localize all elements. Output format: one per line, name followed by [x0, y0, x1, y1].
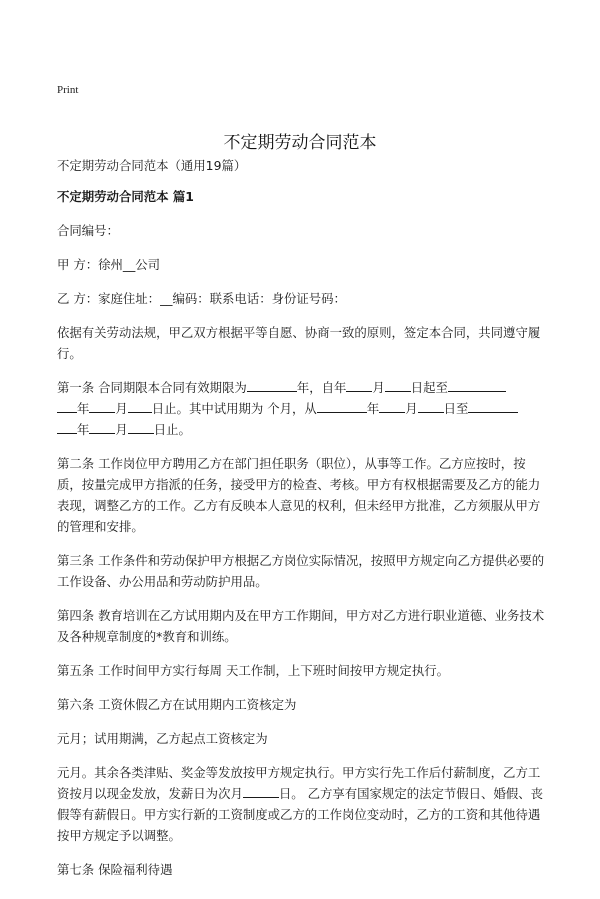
article-6: 第六条 工资休假乙方在试用期内工资核定为 [57, 697, 297, 712]
article-6-wages [57, 762, 548, 846]
article-1-part: 日止。其中试用期为 个月，从 [151, 401, 317, 416]
page-title: 不定期劳动合同范本 [223, 133, 377, 154]
article-1-part: 月 [115, 422, 128, 437]
blank-field [57, 421, 77, 434]
article-1-part: 日止。 [153, 422, 191, 437]
article-5: 第五条 工作时间甲方实行每周 天工作制，上下班时间按甲方规定执行。 [57, 663, 449, 678]
blank-field [57, 400, 77, 413]
blank-field [243, 785, 279, 798]
article-1-part: 月 [405, 401, 418, 416]
blank-field [89, 421, 115, 434]
article-7: 第七条 保险福利待遇 [57, 862, 173, 877]
blank-field [468, 400, 518, 413]
article-1-part: 日起至 [410, 380, 448, 395]
contract-number: 合同编号： [57, 223, 119, 238]
article-1-part: 年 [77, 422, 90, 437]
blank-field [128, 400, 152, 413]
party-a: 甲 方：徐州__公司 [57, 257, 161, 272]
article-1-part: 日至 [443, 401, 469, 416]
article-6-trial: 元月；试用期满，乙方起点工资核定为 [57, 731, 268, 746]
blank-field [379, 400, 405, 413]
article-6-part: 日。 乙方享有国家规定的法定节假日、婚假、丧假等有薪假日。甲方实行新的工资制度或乙方的工作岗位变动时，乙方的工资和其他待遇按甲方规定予以调整。 [57, 786, 544, 843]
article-3: 第三条 工作条件和劳动保护甲方根据乙方岗位实际情况，按照甲方规定向乙方提供必要的工作设备、办公用品和劳动防护用品。 [57, 553, 545, 589]
blank-field [418, 400, 444, 413]
article-1-part: 年 [366, 401, 380, 416]
blank-field [346, 379, 372, 392]
blank-field [247, 379, 297, 392]
article-1 [57, 377, 548, 440]
article-4: 第四条 教育培训在乙方试用期内及在甲方工作期间，甲方对乙方进行职业道德、业务技术及各种规章制度的*教育和训练。 [57, 608, 545, 644]
blank-field [317, 400, 367, 413]
article-2: 第二条 工作岗位甲方聘用乙方在部门担任职务（职位），从事等工作。乙方应按时，按质，按量完成甲方指派的任务，接受甲方的检查、考核。甲方有权根据需要及乙方的能力表现，调整乙方的工作。乙方有反映本人意见的权利，但未经甲方批准，乙方须服从甲方的管理和安排。 [57, 456, 541, 534]
article-1-part: 月 [372, 380, 385, 395]
blank-field [89, 400, 115, 413]
article-1-part: 月 [115, 401, 128, 416]
article-1-part: 年 [77, 401, 90, 416]
intro-text: 不定期劳动合同范本（通用19篇） [57, 158, 247, 173]
article-1-part: 第一条 合同期限本合同有效期限为 [57, 380, 247, 395]
party-b: 乙 方：家庭住址：__编码：联系电话：身份证号码： [57, 291, 346, 306]
preamble: 依据有关劳动法规，甲乙双方根据平等自愿、协商一致的原则，签定本合同，共同遵守履行。 [57, 325, 541, 361]
document-body [57, 155, 548, 880]
section-subtitle: 不定期劳动合同范本 篇1 [57, 189, 194, 204]
print-link[interactable]: Print [57, 84, 79, 96]
article-6-part: 元月。其余各类津贴、奖金等发放按甲方规定执行。甲方实行先工作后付薪制度，乙方工资按月以现金发放，发薪日为次月 [57, 765, 541, 801]
blank-field [385, 379, 411, 392]
blank-field [128, 421, 154, 434]
article-1-part: 年，自年 [296, 380, 347, 395]
blank-field [448, 379, 506, 392]
